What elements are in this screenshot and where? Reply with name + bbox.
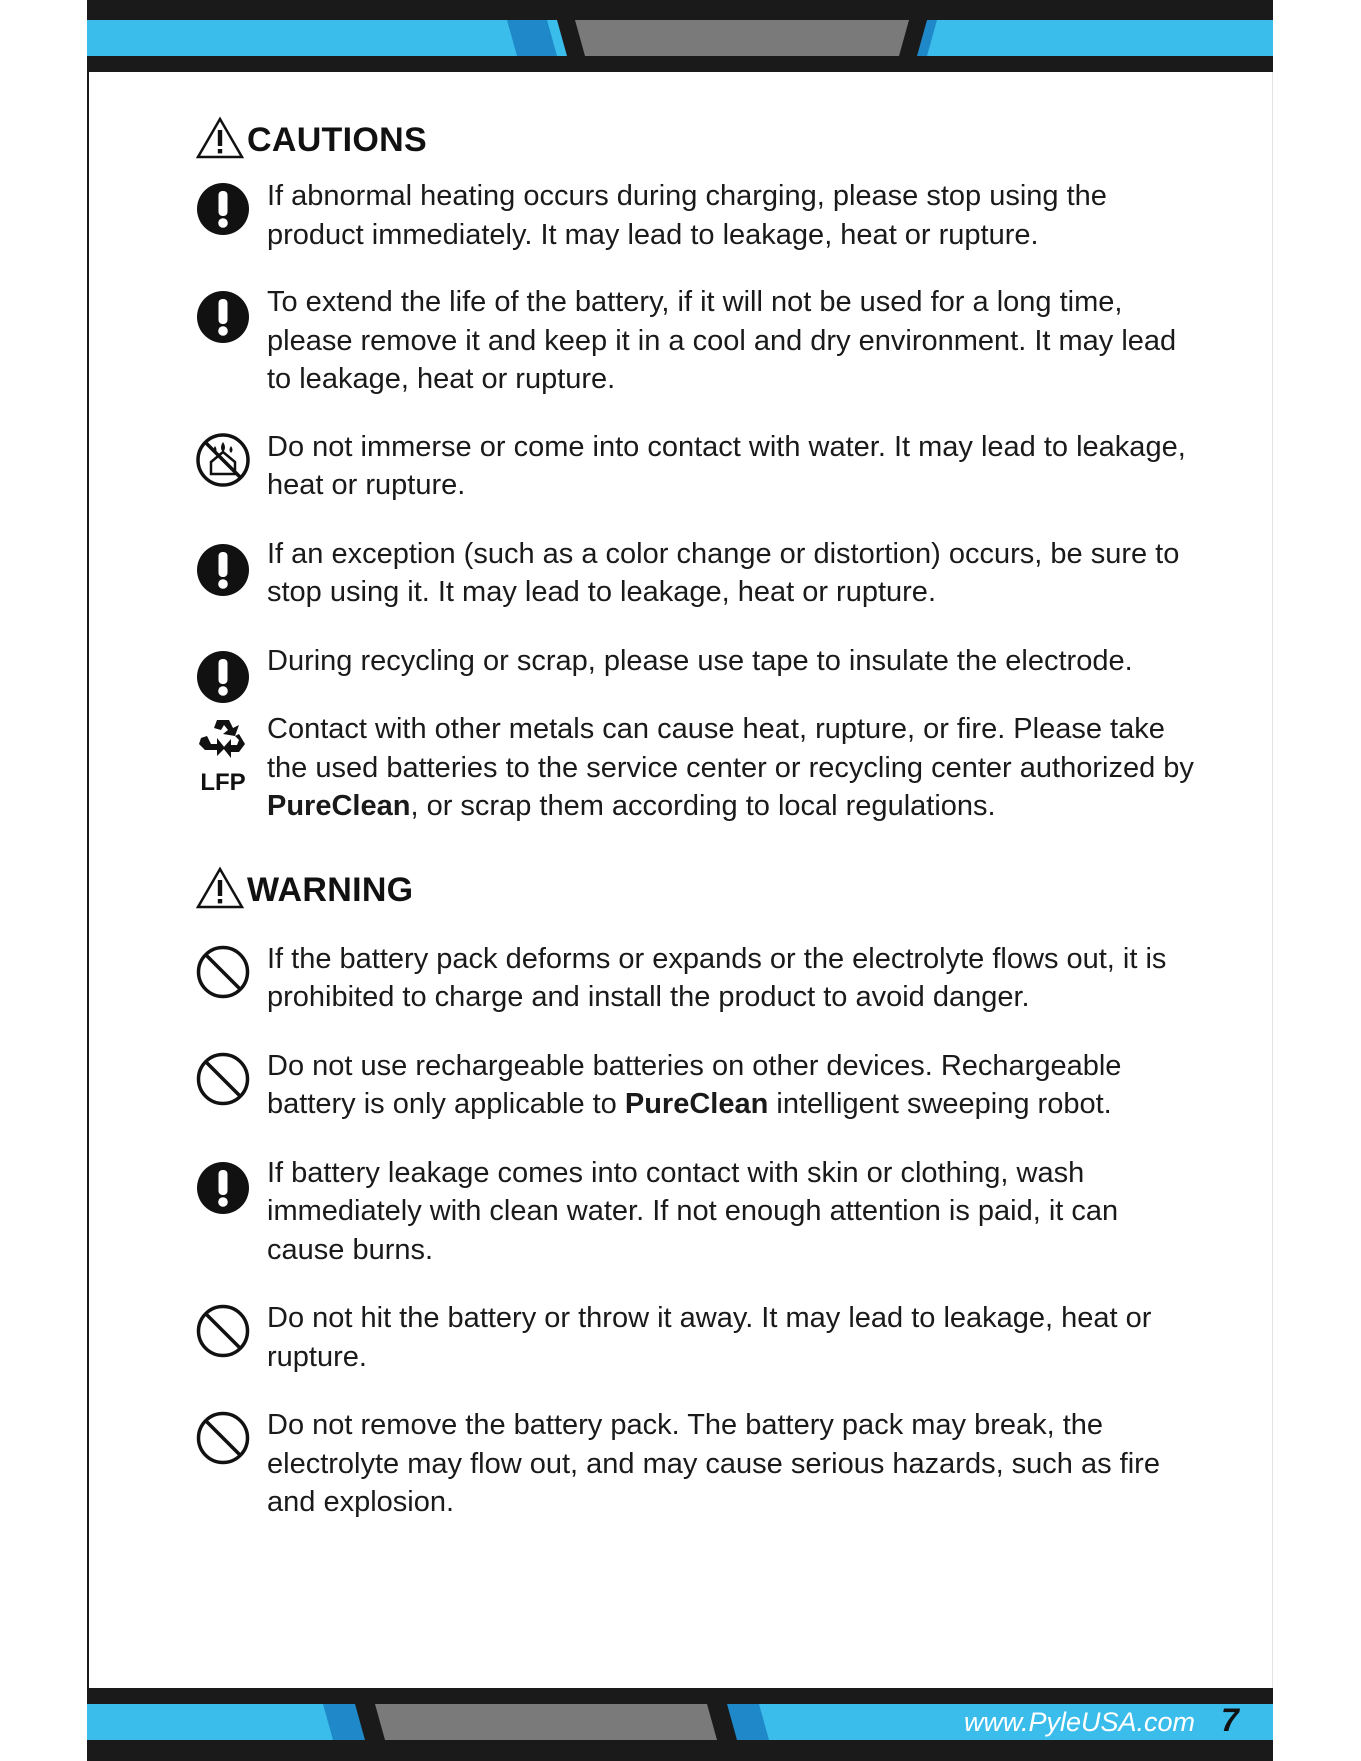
warning-triangle-icon [195,866,245,910]
cautions-heading: CAUTIONS [195,108,1195,160]
no-water-icon [195,432,251,488]
warning-item: If battery leakage comes into contact with skin or clothing, wash immediately with clean water. If not enough attention is paid, it can cause burns. [195,1154,1195,1270]
header-band [87,0,1273,72]
exclamation-icon [195,289,251,345]
warning-item: If the battery pack deforms or expands or the electrolyte flows out, it is prohibited to charge and install the product to avoid danger. [195,940,1195,1017]
page-number: 7 [1221,1702,1239,1738]
warning-heading: WARNING [195,858,1195,910]
exclamation-icon [195,181,251,237]
recycle-icon [195,716,251,760]
warning-triangle-icon [195,116,245,160]
exclamation-icon [195,1160,251,1216]
prohibited-icon [195,1410,251,1466]
website-url: www.PyleUSA.com [963,1707,1195,1737]
caution-item: LFP Contact with other metals can cause heat, rupture, or fire. Please take the used batteries to the service center or recycling center authorized by PureClean, or scrap them according to local regulations. [195,710,1195,826]
caution-item: Do not immerse or come into contact with water. It may lead to leakage, heat or rupture. [195,428,1195,505]
exclamation-icon [195,649,251,705]
prohibited-icon [195,1051,251,1107]
content-area [195,108,1195,1522]
warning-item: Do not remove the battery pack. The battery pack may break, the electrolyte may flow out, and may cause serious hazards, such as fire and explosion. [195,1406,1195,1522]
caution-item: To extend the life of the battery, if it will not be used for a long time, please remove it and keep it in a cool and dry environment. It may lead to leakage, heat or rupture. [195,283,1195,399]
caution-item: During recycling or scrap, please use tape to insulate the electrode. [195,642,1195,681]
brand-name: PureClean [267,790,411,822]
exclamation-icon [195,542,251,598]
warning-item: Do not use rechargeable batteries on other devices. Rechargeable battery is only applicable to PureClean intelligent sweeping robot. [195,1047,1195,1124]
warning-item: Do not hit the battery or throw it away. It may lead to leakage, heat or rupture. [195,1299,1195,1376]
prohibited-icon [195,944,251,1000]
prohibited-icon [195,1303,251,1359]
caution-item: If an exception (such as a color change or distortion) occurs, be sure to stop using it. It may lead to leakage, heat or rupture. [195,535,1195,612]
brand-name: PureClean [624,1088,769,1120]
caution-item: If abnormal heating occurs during charging, please stop using the product immediately. It may lead to leakage, heat or rupture. [195,177,1195,254]
lfp-recycle-mark: LFP [195,716,251,795]
